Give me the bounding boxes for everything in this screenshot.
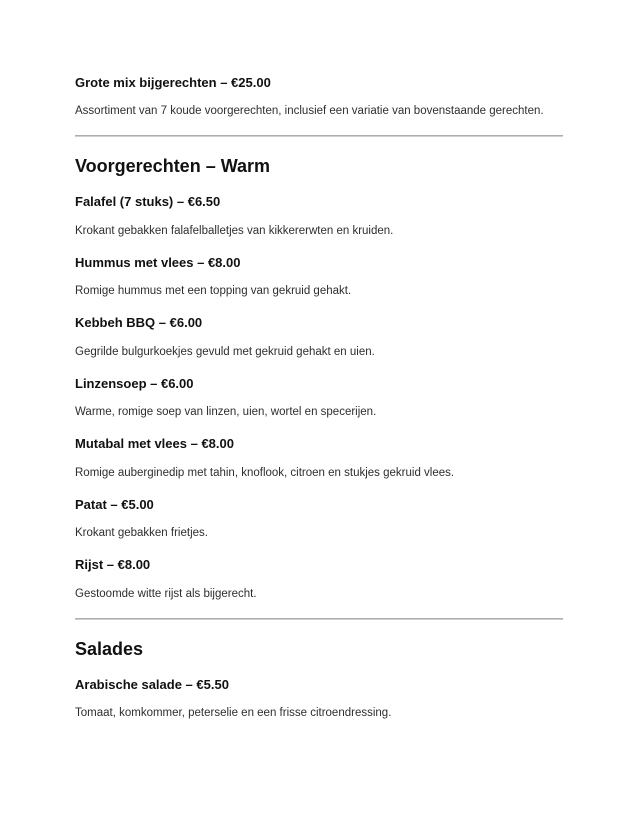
- menu-intro-item: [75, 75, 563, 120]
- menu-item-mutabal-met-vlees: [75, 436, 563, 481]
- menu-item-title: Linzensoep – €6.00: [75, 375, 194, 391]
- menu-item-description: Gestoomde witte rijst als bijgerecht.: [75, 587, 257, 600]
- menu-item-hummus-met-vlees: [75, 255, 563, 300]
- menu-item-title: Patat – €5.00: [75, 496, 154, 512]
- menu-item-title: Rijst – €8.00: [75, 557, 151, 572]
- menu-item-title: Kebbeh BBQ – €6.00: [75, 315, 203, 330]
- menu-item-falafel: [75, 194, 563, 239]
- menu-item-title: Arabische salade – €5.50: [75, 676, 229, 692]
- section-heading-voorgerechten-warm: Voorgerechten – Warm: [75, 156, 271, 176]
- section-heading-salades: Salades: [75, 638, 144, 659]
- menu-item-arabische-salade: [75, 677, 563, 722]
- menu-item-rijst: [75, 557, 563, 602]
- section-divider: [75, 618, 563, 620]
- menu-item-title: Mutabal met vlees – €8.00: [75, 436, 234, 451]
- menu-item-description: Assortiment van 7 koude voorgerechten, inclusief een variatie van bovenstaande gerechten.: [75, 105, 544, 117]
- menu-item-description: Warme, romige soep van linzen, uien, wortel en specerijen.: [75, 406, 377, 418]
- menu-item-description: Krokant gebakken frietjes.: [75, 527, 208, 539]
- section-voorgerechten-warm: [75, 156, 563, 602]
- menu-item-description: Romige auberginedip met tahin, knoflook, citroen en stukjes gekruid vlees.: [75, 466, 455, 479]
- menu-item-title: Grote mix bijgerechten – €25.00: [75, 74, 271, 90]
- menu-item-patat: [75, 497, 563, 542]
- menu-item-title: Falafel (7 stuks) – €6.50: [75, 194, 221, 209]
- menu-item-description: Gegrilde bulgurkoekjes gevuld met gekruid gehakt en uien.: [75, 345, 375, 358]
- section-salades: [75, 639, 563, 722]
- menu-item-kebbeh-bbq: [75, 315, 563, 360]
- menu-item-description: Romige hummus met een topping van gekruid gehakt.: [75, 285, 352, 297]
- menu-item-title: Hummus met vlees – €8.00: [75, 254, 241, 270]
- menu-item-linzensoep: [75, 376, 563, 421]
- menu-item-description: Tomaat, komkommer, peterselie en een frisse citroendressing.: [75, 707, 392, 719]
- menu-item-description: Krokant gebakken falafelballetjes van kikkererwten en kruiden.: [75, 224, 394, 237]
- section-divider: [75, 135, 563, 137]
